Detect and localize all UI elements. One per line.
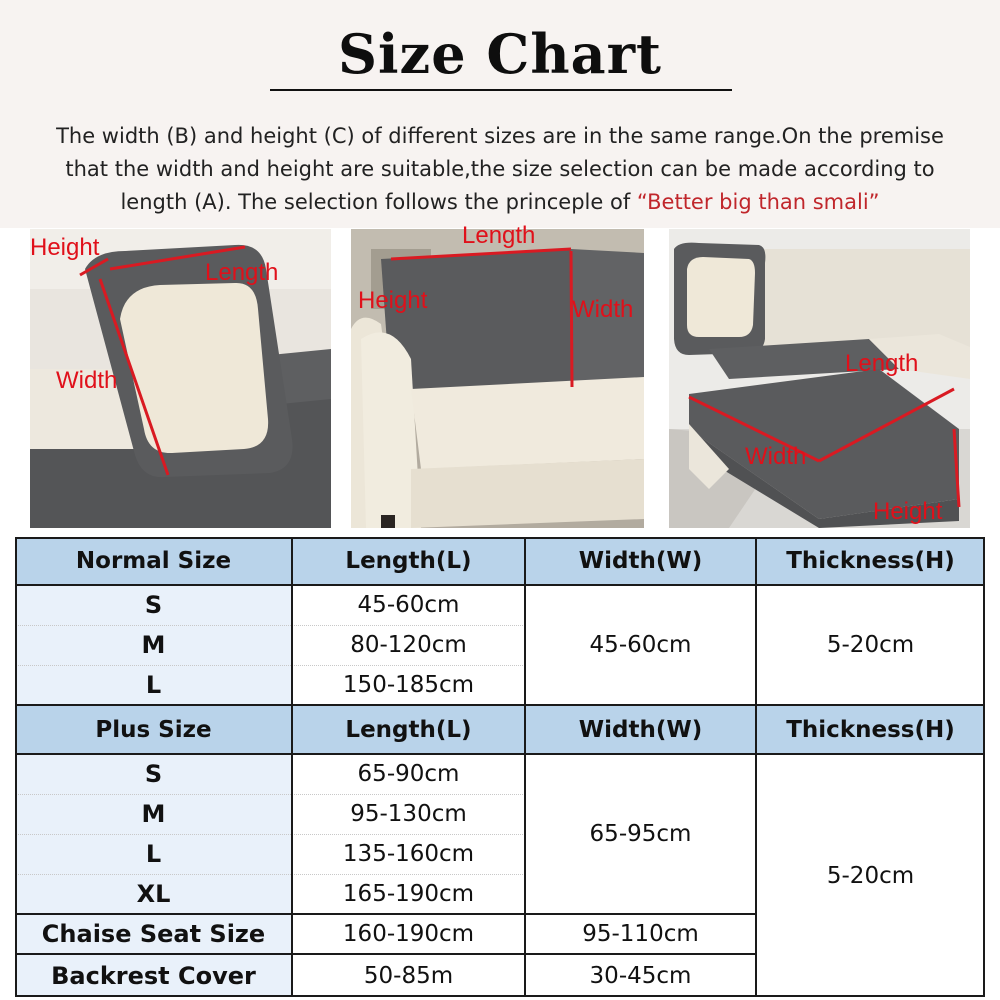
description-line-1: The width (B) and height (C) of different sizes are in the same range.On the premise: [56, 124, 944, 148]
divider: [15, 794, 525, 795]
backrest-label: Backrest Cover: [51, 961, 256, 990]
table-row: [15, 914, 985, 954]
label-width: Width: [572, 296, 634, 323]
chaise-length: 160-190cm: [342, 921, 475, 947]
label-width: Width: [56, 367, 118, 394]
header-banner: [0, 0, 1000, 228]
divider: [755, 537, 757, 997]
length-value: 65-90cm: [357, 761, 460, 787]
col-header-thickness: Thickness(H): [786, 716, 955, 743]
photo-chaise-sectional: [669, 229, 970, 528]
divider: [15, 537, 985, 539]
col-header-size: Plus Size: [95, 716, 212, 743]
size-label: L: [145, 840, 162, 868]
length-value: 80-120cm: [350, 632, 467, 658]
chaise-width: 95-110cm: [582, 921, 699, 947]
length-value: 95-130cm: [350, 801, 467, 827]
normal-merged-cells: [15, 585, 985, 705]
divider: [15, 913, 756, 915]
divider: [15, 834, 525, 835]
divider: [524, 537, 526, 997]
backrest-width: 30-45cm: [589, 962, 692, 989]
divider: [983, 537, 985, 997]
size-label: S: [144, 760, 163, 788]
divider: [15, 874, 525, 875]
label-width: Width: [745, 443, 807, 470]
page-title: Size Chart: [338, 22, 662, 86]
chaise-sectional-illustration: [669, 229, 970, 528]
label-length: Length: [462, 222, 536, 249]
size-table: [15, 537, 985, 997]
size-label: M: [141, 800, 166, 828]
divider: [15, 537, 17, 997]
normal-size-header: [15, 537, 985, 585]
length-value: 150-185cm: [342, 672, 475, 698]
title-underline: [270, 89, 732, 91]
description-line-3-text: length (A). The selection follows the princeple of: [120, 190, 637, 214]
label-length: Length: [205, 259, 279, 286]
description-quote: “Better big than smali”: [636, 190, 880, 214]
divider: [15, 584, 985, 586]
col-header-thickness: Thickness(H): [786, 548, 955, 574]
size-label: L: [145, 671, 162, 699]
description-line-3: [40, 186, 960, 219]
col-header-length: Length(L): [345, 716, 472, 743]
length-value: 165-190cm: [342, 881, 475, 907]
size-label: XL: [136, 880, 171, 908]
label-height: Height: [30, 234, 100, 261]
plus-size-header: [15, 705, 985, 754]
backrest-sofa-illustration: [351, 229, 644, 528]
size-label: M: [141, 631, 166, 659]
plus-width-value: 65-95cm: [589, 821, 692, 847]
label-height: Height: [873, 498, 943, 525]
length-value: 135-160cm: [342, 841, 475, 867]
divider: [15, 625, 525, 626]
col-header-width: Width(W): [578, 548, 703, 574]
description-line-2: that the width and height are suitable,the size selection can be made according to: [65, 157, 935, 181]
divider: [15, 953, 756, 955]
label-height: Height: [358, 287, 428, 314]
plus-thickness-value: 5-20cm: [826, 862, 915, 889]
normal-thickness-value: 5-20cm: [826, 632, 915, 658]
divider: [291, 537, 293, 997]
normal-width-value: 45-60cm: [589, 632, 692, 658]
photo-backrest-sofa: [351, 229, 644, 528]
label-length: Length: [845, 350, 919, 377]
table-row: [15, 954, 985, 997]
length-value: 45-60cm: [357, 592, 460, 618]
col-header-size: Normal Size: [75, 548, 232, 574]
col-header-length: Length(L): [345, 548, 472, 574]
size-label: S: [144, 591, 163, 619]
divider: [15, 665, 525, 666]
divider: [15, 753, 985, 755]
col-header-width: Width(W): [578, 716, 703, 743]
chaise-label: Chaise Seat Size: [41, 920, 266, 948]
description: [40, 120, 960, 219]
divider: [15, 995, 985, 997]
divider: [15, 704, 985, 706]
backrest-length: 50-85m: [363, 962, 454, 989]
